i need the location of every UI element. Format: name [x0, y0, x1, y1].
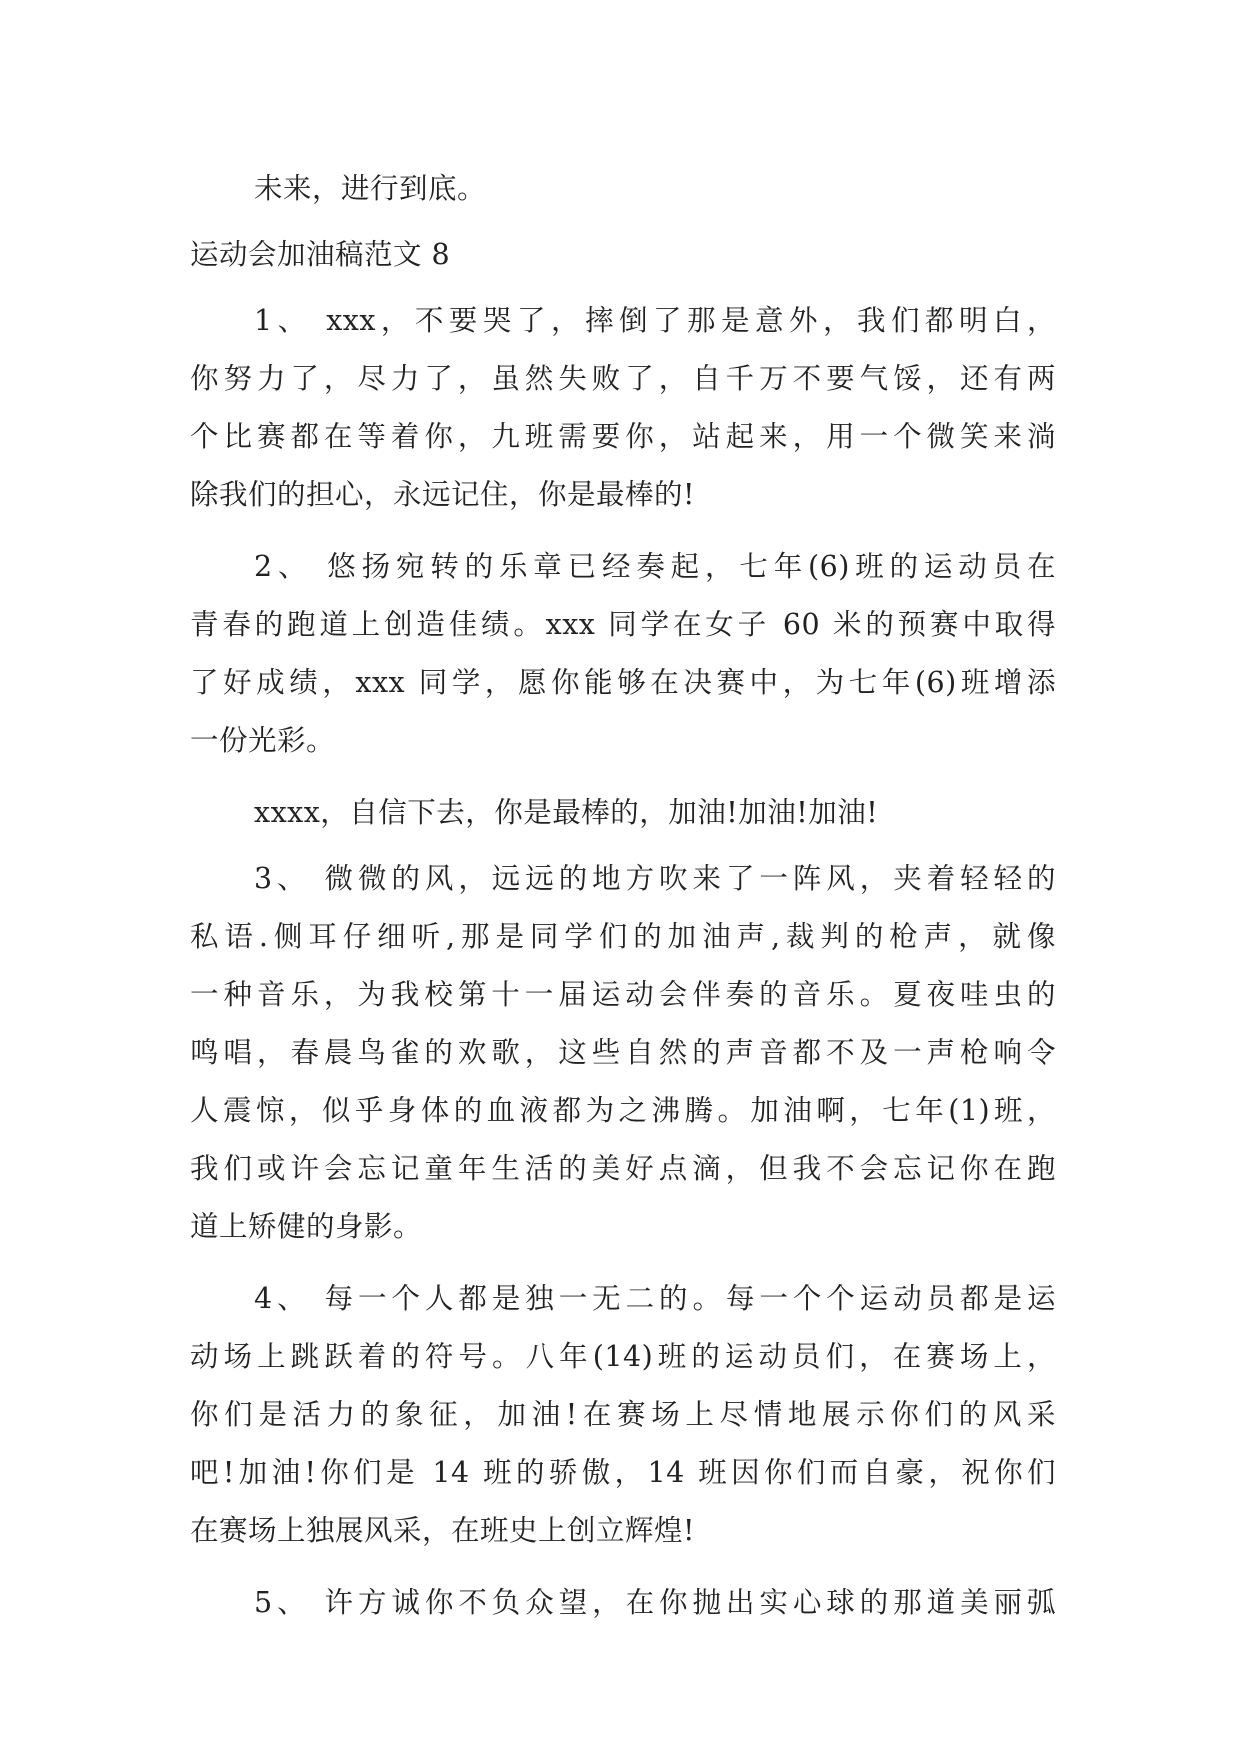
paragraph-1	[190, 292, 1056, 524]
paragraph-cheer	[190, 784, 1056, 842]
paragraph-2	[190, 538, 1056, 770]
paragraph-line: 3、 微微的风，远远的地方吹来了一阵风，夹着轻轻的	[254, 862, 1056, 895]
paragraph-line: 一份光彩。	[190, 724, 336, 757]
paragraph-line: 个比赛都在等着你，九班需要你，站起来，用一个微笑来淌	[190, 420, 1056, 453]
paragraph-line: 了好成绩，xxx 同学，愿你能够在决赛中，为七年(6)班增添	[190, 666, 1056, 699]
document-page	[190, 160, 1056, 1632]
paragraph-line: 私语.侧耳仔细听,那是同学们的加油声,裁判的枪声，就像	[190, 920, 1056, 953]
paragraph-5	[190, 1574, 1056, 1632]
paragraph-line: 青春的跑道上创造佳绩。xxx 同学在女子 60 米的预赛中取得	[190, 608, 1056, 641]
paragraph-line: 你努力了，尽力了，虽然失败了，自千万不要气馁，还有两	[190, 362, 1056, 395]
paragraph-line: 4、 每一个人都是独一无二的。每一个个运动员都是运	[254, 1282, 1056, 1315]
paragraph-line: 道上矫健的身影。	[190, 1210, 423, 1243]
paragraph-line: 你们是活力的象征，加油!在赛场上尽情地展示你们的风采	[190, 1398, 1056, 1431]
paragraph-line: xxxx，自信下去，你是最棒的，加油!加油!加油!	[254, 796, 879, 829]
paragraph-line: 2、 悠扬宛转的乐章已经奏起，七年(6)班的运动员在	[254, 550, 1056, 583]
paragraph-4	[190, 1270, 1056, 1560]
intro-line: 未来，进行到底。	[254, 172, 487, 205]
paragraph-line: 除我们的担心，永远记住，你是最棒的!	[190, 478, 695, 511]
paragraph-line: 5、 许方诚你不负众望，在你抛出实心球的那道美丽弧	[254, 1586, 1056, 1619]
paragraph-line: 吧!加油!你们是 14 班的骄傲，14 班因你们而自豪，祝你们	[190, 1456, 1056, 1489]
paragraph-3	[190, 850, 1056, 1256]
paragraph-line: 人震惊，似乎身体的血液都为之沸腾。加油啊，七年(1)班，	[190, 1094, 1056, 1127]
paragraph-line: 鸣唱，春晨鸟雀的欢歌，这些自然的声音都不及一声枪响令	[190, 1036, 1056, 1069]
paragraph-line: 在赛场上独展风采，在班史上创立辉煌!	[190, 1514, 695, 1547]
paragraph-line: 我们或许会忘记童年生活的美好点滴，但我不会忘记你在跑	[190, 1152, 1056, 1185]
paragraph-line: 一种音乐，为我校第十一届运动会伴奏的音乐。夏夜哇虫的	[190, 978, 1056, 1011]
section-heading: 运动会加油稿范文 8	[190, 238, 451, 271]
paragraph-line: 动场上跳跃着的符号。八年(14)班的运动员们，在赛场上，	[190, 1340, 1056, 1373]
paragraph-line: 1、 xxx，不要哭了，摔倒了那是意外，我们都明白，	[254, 304, 1056, 337]
